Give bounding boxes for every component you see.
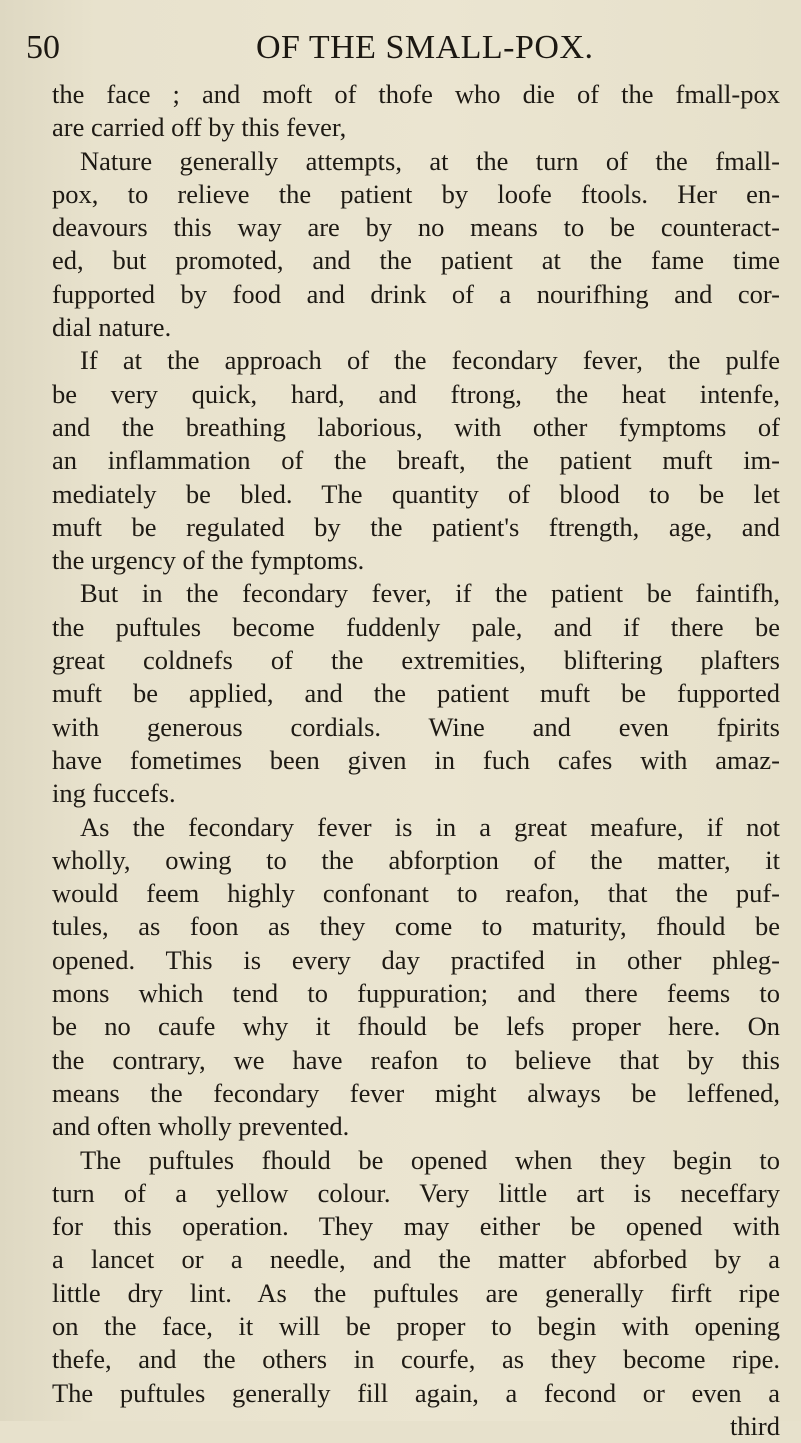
text-line: be very quick, hard, and ftrong, the heat intenfe, [52,378,780,409]
text-line: the urgency of the fymptoms. [52,545,365,576]
text-line: As the fecondary fever is in a great meafure, if not [80,811,780,842]
text-line: means the fecondary fever might always be leffened, [52,1077,780,1108]
body-text [52,78,780,1443]
text-line: The puftules fhould be opened when they begin to [80,1144,780,1175]
text-line: The puftules generally fill again, a fecond or even a [52,1377,780,1408]
text-line: third [729,1410,780,1441]
text-line: ing fuccefs. [52,778,176,809]
text-line: the contrary, we have reafon to believe that by this [52,1044,780,1075]
text-line: great coldnefs of the extremities, bliftering plafters [52,645,780,676]
text-line: muft be regulated by the patient's ftrength, age, and [52,511,780,542]
text-line: would feem highly confonant to reafon, that the puf- [52,878,780,909]
running-head: OF THE SMALL-POX. [256,29,594,66]
text-line: If at the approach of the fecondary fever, the pulfe [80,345,780,376]
text-line: for this operation. They may either be opened with [52,1211,780,1242]
text-line: deavours this way are by no means to be counteract- [52,212,780,243]
text-line: muft be applied, and the patient muft be fupported [52,678,780,709]
text-line: a lancet or a needle, and the matter abforbed by a [52,1244,780,1275]
text-line: the puftules become fuddenly pale, and if there be [52,611,780,642]
text-line: thefe, and the others in courfe, as they become ripe. [52,1344,780,1375]
text-line: opened. This is every day practifed in other phleg- [52,944,780,975]
text-line: ed, but promoted, and the patient at the fame time [52,245,780,276]
text-line: wholly, owing to the abforption of the matter, it [52,844,780,875]
text-line: the face ; and moft of thofe who die of the fmall-pox [52,79,780,109]
text-line: fupported by food and drink of a nourifhing and cor- [52,278,780,309]
text-line: and often wholly prevented. [52,1111,350,1142]
page-header [26,26,776,70]
text-line: mons which tend to fuppuration; and there feems to [52,978,780,1009]
page-number: 50 [26,29,60,66]
text-line: But in the fecondary fever, if the patient be faintifh, [80,578,780,609]
text-line: have fometimes been given in fuch cafes with amaz- [52,744,780,775]
text-line: and the breathing laborious, with other fymptoms of [52,411,780,442]
text-line: on the face, it will be proper to begin with opening [52,1310,780,1341]
text-line: mediately be bled. The quantity of blood to be let [52,478,780,509]
text-line: pox, to relieve the patient by loofe ftools. Her en- [52,178,780,209]
text-line: little dry lint. As the puftules are generally firft ripe [52,1277,780,1308]
text-line: Nature generally attempts, at the turn of the fmall- [80,145,780,176]
text-line: be no caufe why it fhould be lefs proper here. On [52,1011,780,1042]
text-line: are carried off by this fever, [52,112,347,143]
text-line: dial nature. [52,312,172,343]
text-line: with generous cordials. Wine and even fpirits [52,711,780,742]
text-line: tules, as foon as they come to maturity, fhould be [52,911,780,942]
text-line: turn of a yellow colour. Very little art is neceffary [52,1177,780,1208]
text-line: an inflammation of the breaft, the patient muft im- [52,445,780,476]
